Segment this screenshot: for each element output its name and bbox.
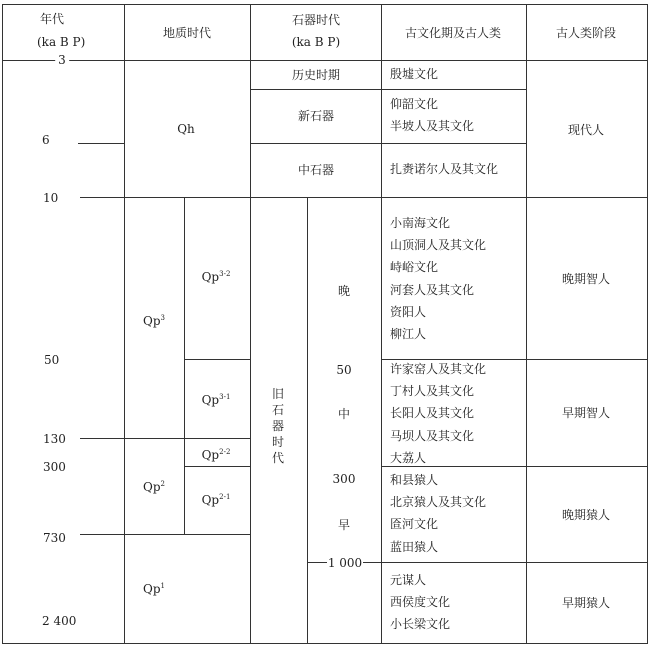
header-stone-line2: (ka B P) xyxy=(291,35,341,49)
stone-paleolithic: 旧石器时代 xyxy=(271,387,284,465)
culture-early xyxy=(390,469,486,558)
list-item: 小南海文化 xyxy=(390,216,451,230)
col-line-geo xyxy=(124,4,125,644)
list-item: 丁村人及其文化 xyxy=(390,384,475,399)
age-label-6: 6 xyxy=(42,133,50,147)
culture-mesolithic xyxy=(390,158,498,180)
stage-modern: 现代人 xyxy=(567,123,605,137)
list-item: 元谋人 xyxy=(390,573,427,587)
list-item: 山顶洞人及其文化 xyxy=(390,238,487,253)
culture-earliest xyxy=(390,569,450,636)
row-line-130ka xyxy=(80,438,250,439)
list-item: 和县猿人 xyxy=(390,473,439,487)
list-item: 蓝田猿人 xyxy=(390,539,439,554)
list-item: 匼河文化 xyxy=(390,517,439,532)
list-item: 许家窑人及其文化 xyxy=(390,362,487,376)
header-bottom-border xyxy=(2,60,647,61)
row-line-qp2-2 xyxy=(184,466,250,467)
geo-qp3-2: Qp$^{3-2}$ xyxy=(201,270,231,284)
stone-mesolithic: 中石器 xyxy=(297,163,335,177)
stone-early: 早 xyxy=(337,518,351,532)
age-label-50: 50 xyxy=(44,353,60,367)
row-line-6ka xyxy=(78,143,124,144)
table-bottom-border xyxy=(2,643,647,644)
list-item: 河套人及其文化 xyxy=(390,282,475,297)
culture-historic xyxy=(390,63,438,85)
row-line-historic xyxy=(250,89,526,90)
row-line-3ka-left xyxy=(2,60,30,61)
geo-qp1: Qp$^1$ xyxy=(143,582,165,596)
culture-late xyxy=(390,212,486,345)
header-age-line1: 年代 xyxy=(40,12,65,26)
age-label-3: 3 xyxy=(55,53,69,67)
header-age-line2: (ka B P) xyxy=(37,35,86,49)
geo-qp2-1: Qp$^{2-1}$ xyxy=(201,493,231,507)
age-label-2400: 2 400 xyxy=(42,614,77,628)
list-item: 殷墟文化 xyxy=(390,67,439,81)
stage-late-sapiens: 晚期智人 xyxy=(561,272,611,286)
col-line-culture xyxy=(381,4,382,644)
list-item: 北京猿人及其文化 xyxy=(390,495,487,510)
border-left xyxy=(2,4,3,644)
row-line-10ka xyxy=(80,197,647,198)
stone-neolithic: 新石器 xyxy=(297,109,335,123)
culture-neolithic xyxy=(390,93,474,137)
list-item: 小长梁文化 xyxy=(390,617,451,632)
list-item: 峙峪文化 xyxy=(390,260,439,275)
header-geology: 地质时代 xyxy=(162,26,212,40)
age-label-130: 130 xyxy=(43,432,66,446)
stone-early-num: 300 xyxy=(332,472,356,486)
stage-late-ape: 晚期猿人 xyxy=(561,508,611,522)
row-line-1000ka-right xyxy=(363,562,647,563)
stone-late: 晚 xyxy=(337,284,351,298)
border-right xyxy=(647,4,648,644)
age-label-10: 10 xyxy=(43,191,59,205)
stage-early-ape: 早期猿人 xyxy=(561,596,611,610)
list-item: 扎赉诺尔人及其文化 xyxy=(390,162,499,176)
geo-qp2: Qp$^2$ xyxy=(143,480,165,494)
row-line-730ka xyxy=(80,534,250,535)
table-top-border xyxy=(2,4,647,5)
stone-mid-num: 50 xyxy=(336,363,352,377)
col-line-stone xyxy=(250,4,251,644)
list-item: 仰韶文化 xyxy=(390,97,439,111)
age-label-300: 300 xyxy=(43,460,66,474)
list-item: 马坝人及其文化 xyxy=(390,428,475,443)
col-line-qp-sub xyxy=(184,197,185,534)
culture-mid xyxy=(390,358,486,469)
list-item: 西侯度文化 xyxy=(390,595,451,610)
col-line-stone-sub xyxy=(307,197,308,644)
col-line-stage xyxy=(526,4,527,644)
list-item: 大荔人 xyxy=(390,450,427,465)
list-item: 柳江人 xyxy=(390,327,427,342)
row-line-50ka xyxy=(184,359,250,360)
header-culture: 古文化期及古人类 xyxy=(404,26,502,40)
geo-qp3: Qp$^3$ xyxy=(143,314,165,328)
geo-qp3-1: Qp$^{3-1}$ xyxy=(201,393,231,407)
geo-qh: Qh xyxy=(177,122,195,136)
row-line-1000ka-left xyxy=(307,562,327,563)
list-item: 半坡人及其文化 xyxy=(390,119,475,134)
age-label-730: 730 xyxy=(43,531,66,545)
stone-bottom-num: 1 000 xyxy=(327,556,363,570)
list-item: 资阳人 xyxy=(390,304,427,319)
header-stage: 古人类阶段 xyxy=(555,26,617,40)
list-item: 长阳人及其文化 xyxy=(390,406,475,421)
stone-historic: 历史时期 xyxy=(291,68,341,82)
row-line-neolithic xyxy=(250,143,526,144)
stage-early-sapiens: 早期智人 xyxy=(561,406,611,420)
header-stone-line1: 石器时代 xyxy=(291,13,341,27)
stone-mid: 中 xyxy=(337,407,351,421)
geo-qp2-2: Qp$^{2-2}$ xyxy=(201,448,231,462)
